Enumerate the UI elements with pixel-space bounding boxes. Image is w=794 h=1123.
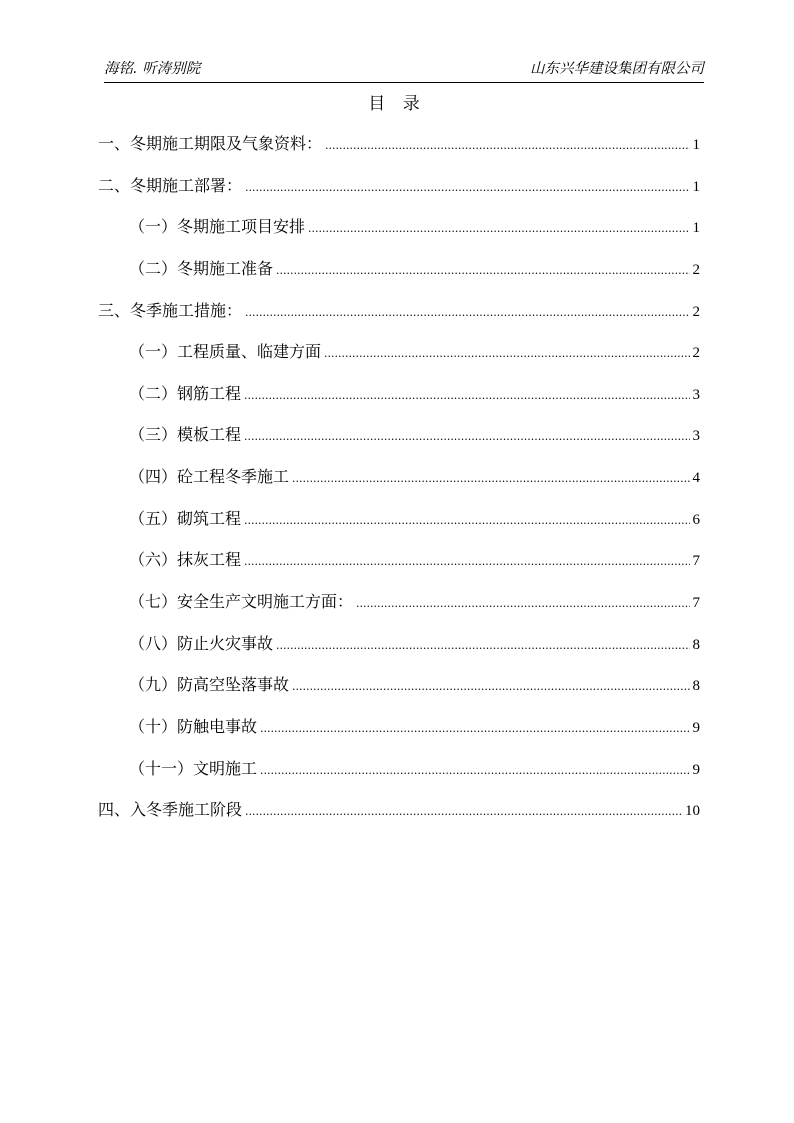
toc-entry-label: （二）钢筋工程 [129,384,242,403]
toc-entry-label: （十）防触电事故 [129,717,258,736]
toc-entry[interactable] [98,797,700,819]
toc-entry[interactable] [129,422,700,444]
header-project-name: 海铭. 听涛别院 [104,61,201,77]
toc-leader-dots [292,680,689,693]
toc-leader-dots [244,389,689,402]
toc-entry[interactable] [129,464,700,486]
toc-entry-label: （六）抹灰工程 [129,550,242,569]
toc-entry-page: 9 [692,762,700,778]
toc-entry[interactable] [129,256,700,278]
toc-entry-label: （二）冬期施工准备 [129,259,274,278]
toc-entry[interactable] [129,589,700,611]
toc-entry-page: 2 [692,304,700,320]
toc-entry-label: 四、入冬季施工阶段 [98,800,243,819]
toc-entry-page: 3 [692,428,700,444]
toc-entry[interactable] [98,173,700,195]
toc-leader-dots [260,764,689,777]
toc-leader-dots [244,555,689,568]
page-title: 目 录 [368,94,426,114]
toc-entry[interactable] [129,547,700,569]
toc-leader-dots [276,264,689,277]
toc-entry-page: 8 [692,637,700,653]
toc-entry-label: 一、冬期施工期限及气象资料： [98,134,323,153]
toc-leader-dots [276,639,689,652]
toc-entry-label: （十一）文明施工 [129,759,258,778]
toc-leader-dots [244,514,689,527]
toc-entry[interactable] [129,756,700,778]
toc-leader-dots [292,472,689,485]
toc-entry[interactable] [98,298,700,320]
toc-entry-page: 8 [692,678,700,694]
toc-leader-dots [245,306,689,319]
toc-leader-dots [356,597,689,610]
toc-leader-dots [245,181,689,194]
toc-entry[interactable] [129,631,700,653]
header-company-name: 山东兴华建设集团有限公司 [530,61,704,77]
toc-leader-dots [244,430,689,443]
page-header [104,60,704,83]
toc-entry-label: （四）砼工程冬季施工 [129,467,290,486]
toc-entry-label: （五）砌筑工程 [129,509,242,528]
toc-entry-label: （一）冬期施工项目安排 [129,217,306,236]
toc-entry-page: 2 [692,345,700,361]
toc-entry[interactable] [129,214,700,236]
toc-entry-label: （一）工程质量、临建方面 [129,342,322,361]
toc-entry-page: 10 [685,803,700,819]
toc-entry-page: 1 [692,220,700,236]
toc-leader-dots [325,139,689,152]
toc-entry-page: 7 [692,595,700,611]
toc-entry-label: （三）模板工程 [129,425,242,444]
toc-entry[interactable] [129,506,700,528]
toc-leader-dots [260,722,689,735]
toc-entry-page: 1 [692,137,700,153]
toc-entry-label: （七）安全生产文明施工方面： [129,592,354,611]
toc-entry-page: 6 [692,512,700,528]
toc-leader-dots [308,222,689,235]
toc-entry-label: 二、冬期施工部署： [98,176,243,195]
toc-entry-label: 三、冬季施工措施： [98,301,243,320]
toc-entry-label: （九）防高空坠落事故 [129,675,290,694]
toc-entry[interactable] [129,672,700,694]
toc-entry[interactable] [129,381,700,403]
toc-entry-page: 4 [692,470,700,486]
toc-entry-page: 7 [692,553,700,569]
toc-entry-page: 1 [692,179,700,195]
toc-entry[interactable] [129,714,700,736]
toc-entry-page: 3 [692,387,700,403]
toc-entry[interactable] [129,339,700,361]
toc-entry-page: 2 [692,262,700,278]
toc-entry-label: （八）防止火灾事故 [129,634,274,653]
toc-entry[interactable] [98,131,700,153]
toc-leader-dots [245,805,682,818]
toc-entry-page: 9 [692,720,700,736]
toc-leader-dots [324,347,689,360]
